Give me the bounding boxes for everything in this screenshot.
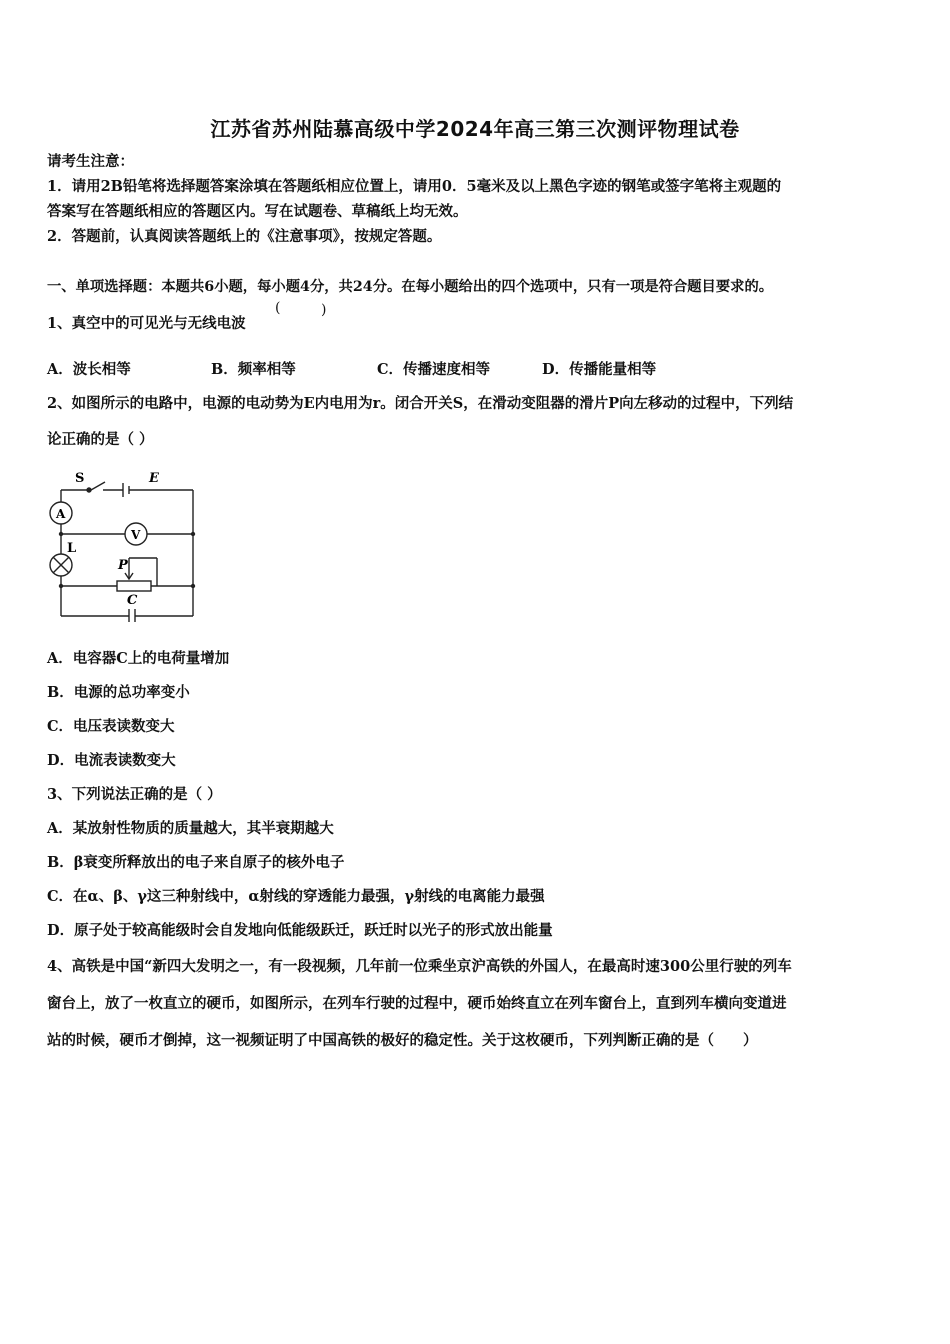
q3-option-a: A．某放射性物质的质量越大，其半衰期越大: [47, 820, 334, 837]
q3-option-c: C．在α、β、γ这三种射线中，α射线的穿透能力最强，γ射线的电离能力最强: [47, 888, 545, 905]
q1-option-b: B．频率相等: [211, 361, 296, 378]
q1-option-a: A．波长相等: [47, 361, 131, 378]
q2-option-c: C．电压表读数变大: [47, 718, 175, 735]
q3-stem: 3、下列说法正确的是（ ）: [47, 786, 222, 803]
capacitor-label: C: [127, 593, 138, 608]
q1-option-d: D．传播能量相等: [542, 361, 657, 378]
emf-label: E: [149, 471, 159, 486]
q3-option-d: D．原子处于较高能级时会自发地向低能级跃迁，跃迁时以光子的形式放出能量: [47, 922, 553, 939]
q2-option-d: D．电流表读数变大: [47, 752, 176, 769]
slider-label: P: [118, 558, 128, 573]
q1-paren-close: ): [321, 302, 327, 318]
lamp-label: L: [67, 541, 77, 556]
q2-option-b: B．电源的总功率变小: [47, 684, 190, 701]
q3-option-b: B．β衰变所释放出的电子来自原子的核外电子: [47, 854, 345, 871]
notice-heading: 请考生注意：: [47, 153, 134, 170]
q4-stem-line1: 4、高铁是中国“新四大发明之一，有一段视频，几年前一位乘坐京沪高铁的外国人，在最高时速300公里行驶的列车: [47, 958, 792, 975]
switch-label: S: [75, 471, 85, 486]
q1-paren-open: (: [275, 300, 281, 316]
q4-stem-line3: 站的时候，硬币才倒掉，这一视频证明了中国高铁的极好的稳定性。关于这枚硬币，下列判断正确的是（ ）: [47, 1032, 758, 1049]
notice-item-1-cont: 答案写在答题纸相应的答题区内。写在试题卷、草稿纸上均无效。: [47, 203, 468, 220]
q2-stem-line2: 论正确的是（ ）: [47, 431, 154, 448]
notice-item-1: 1．请用2B铅笔将选择题答案涂填在答题纸相应位置上，请用0．5毫米及以上黑色字迹的钢笔或签字笔将主观题的: [47, 178, 782, 195]
q4-stem-line2: 窗台上，放了一枚直立的硬币，如图所示，在列车行驶的过程中，硬币始终直立在列车窗台上，直到列车横向变道进: [47, 995, 787, 1012]
notice-item-2: 2．答题前，认真阅读答题纸上的《注意事项》，按规定答题。: [47, 228, 442, 245]
ammeter-label: A: [56, 507, 66, 521]
section-heading: 一、单项选择题：本题共6小题，每小题4分，共24分。在每小题给出的四个选项中，只有一项是符合题目要求的。: [47, 279, 774, 295]
exam-title: 江苏省苏州陆慕高级中学2024年高三第三次测评物理试卷: [210, 117, 740, 141]
q2-circuit-diagram: [45, 462, 205, 622]
q1-stem: 1、真空中的可见光与无线电波: [47, 315, 246, 332]
q2-option-a: A．电容器C上的电荷量增加: [47, 650, 230, 667]
q2-stem-line1: 2、如图所示的电路中，电源的电动势为E内电用为r。闭合开关S，在滑动变阻器的滑片P向左移动的过程中，下列结: [47, 395, 794, 412]
q1-option-c: C．传播速度相等: [377, 361, 491, 378]
voltmeter-label: V: [131, 528, 141, 542]
